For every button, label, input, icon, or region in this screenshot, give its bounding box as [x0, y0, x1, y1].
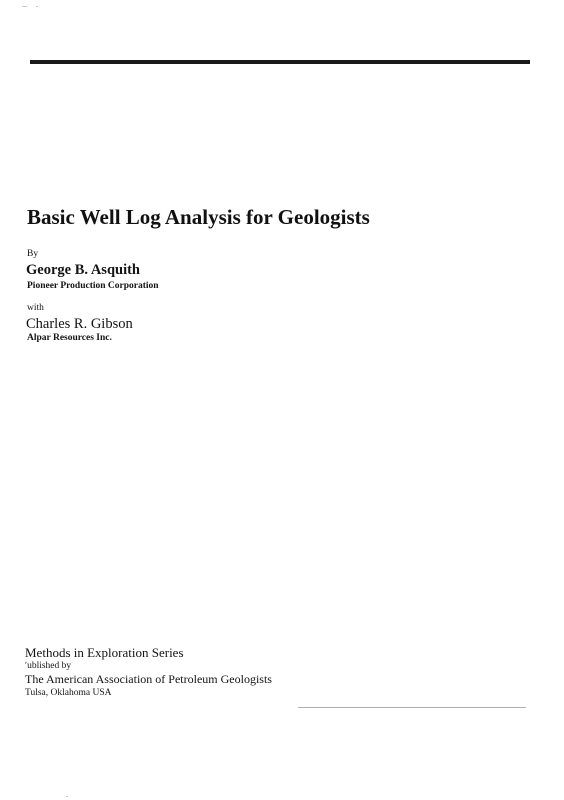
published-by-label [25, 661, 71, 671]
bottom-rule [298, 707, 526, 708]
top-rule [30, 60, 530, 64]
author-affiliation: Pioneer Production Corporation [27, 281, 159, 291]
publisher-name: The American Association of Petroleum Geologists [25, 672, 272, 686]
with-label: with [27, 303, 44, 313]
coauthor-affiliation: Alpar Resources Inc. [27, 333, 112, 343]
published-by-text: ublished by [27, 661, 72, 671]
coauthor-name: Charles R. Gibson [26, 316, 133, 332]
published-by-mark: ʹ [25, 661, 28, 671]
series-title: Methods in Exploration Series [25, 645, 184, 660]
author-name: George B. Asquith [26, 262, 140, 278]
scan-speck [36, 6, 38, 7]
page-title: Basic Well Log Analysis for Geologists [27, 205, 370, 229]
scan-speck [66, 796, 68, 797]
scan-speck [22, 6, 27, 7]
by-label: By [27, 249, 39, 259]
publisher-location: Tulsa, Oklahoma USA [25, 688, 112, 698]
